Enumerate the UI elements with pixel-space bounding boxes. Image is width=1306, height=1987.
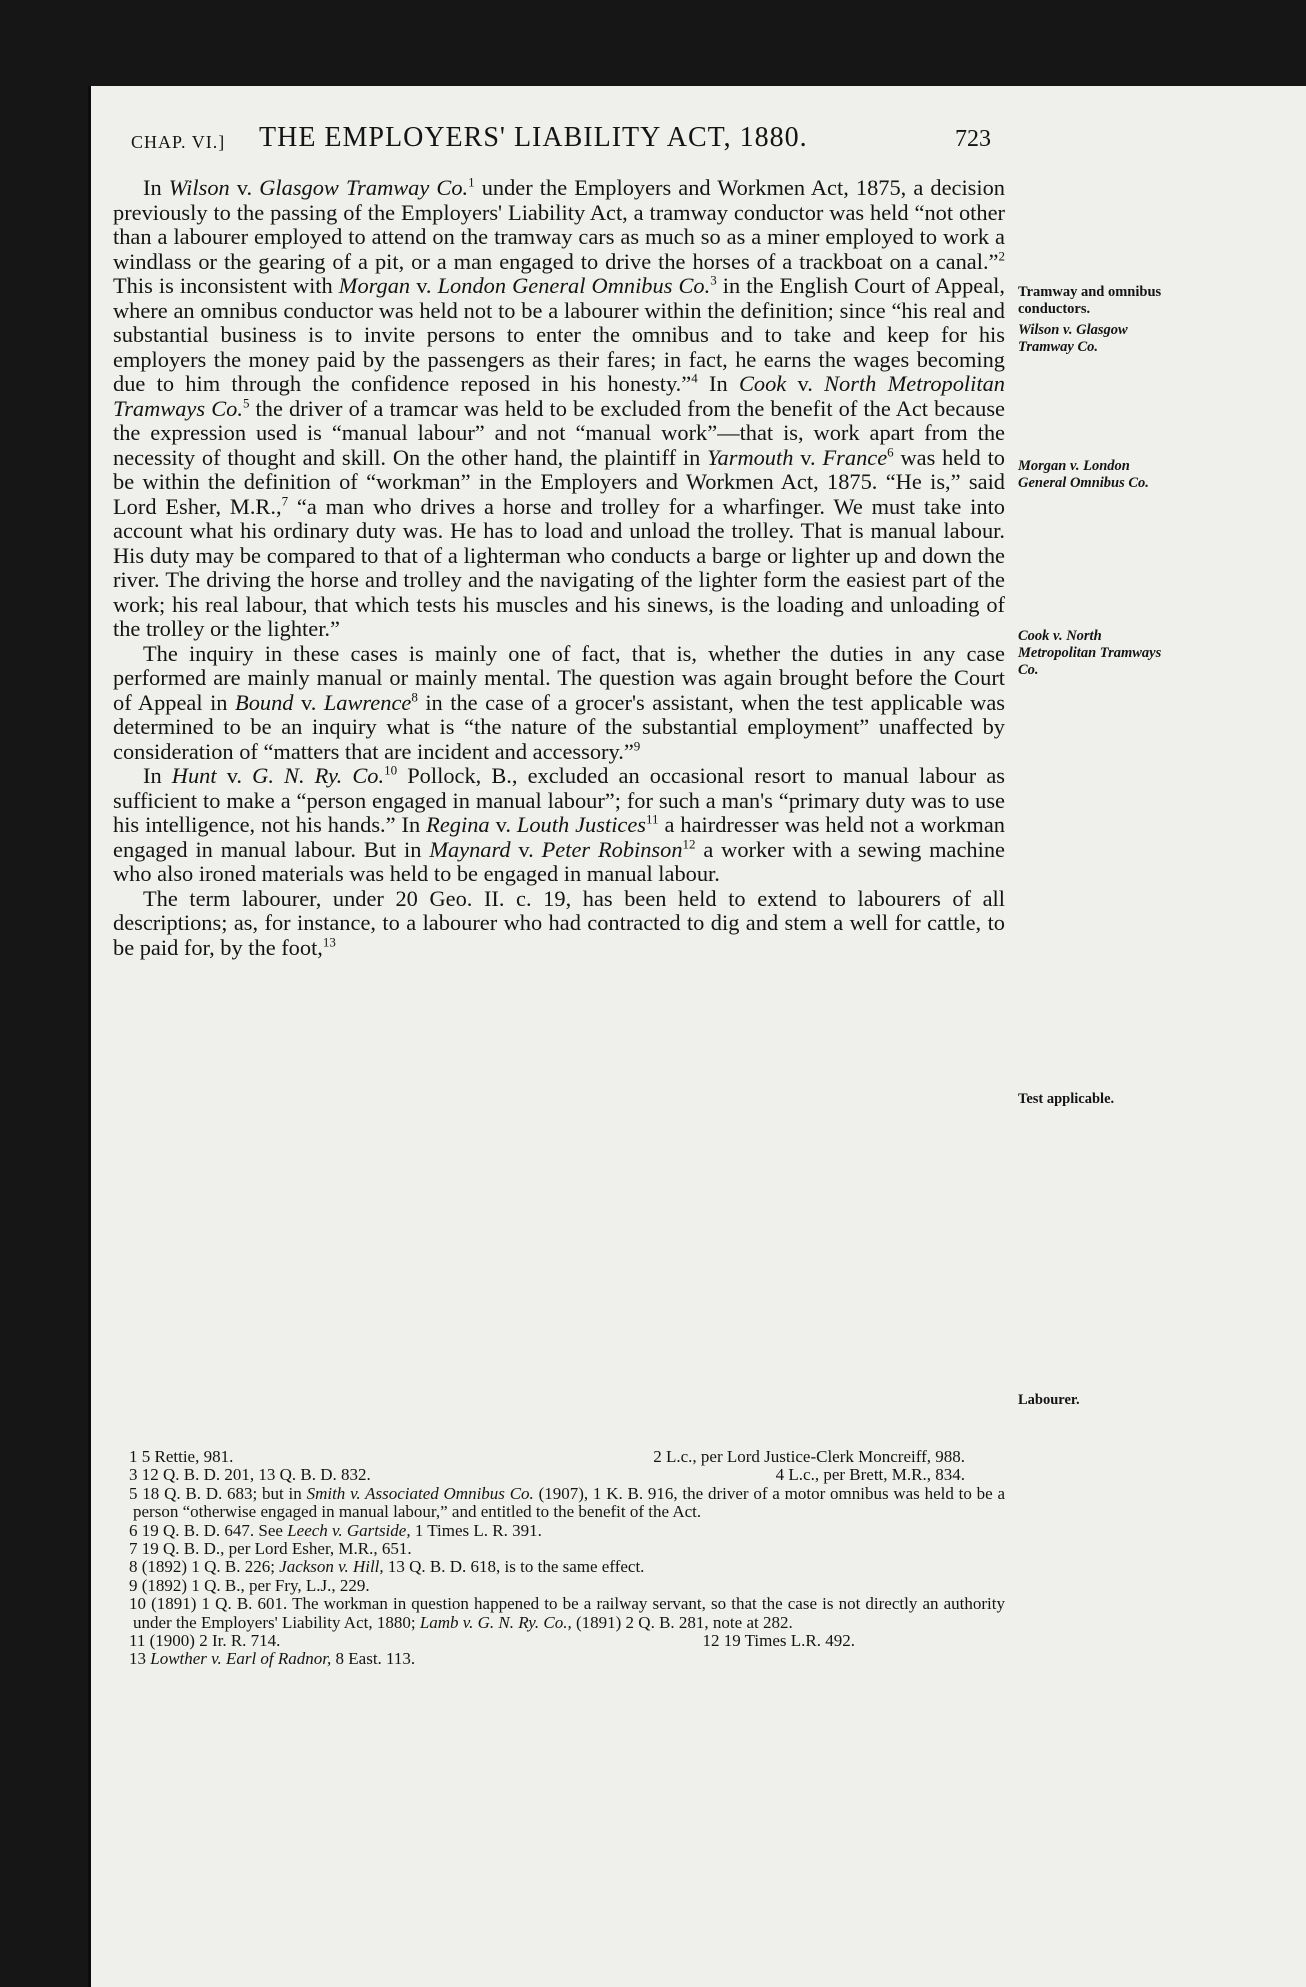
footnote-ref: 10 [384,762,398,778]
footnote: 1 5 Rettie, 981. [129,1447,234,1466]
footnote: 3 12 Q. B. D. 201, 13 Q. B. D. 832. [129,1465,371,1485]
footnote-ref: 9 [633,738,641,754]
footnote-ref: 2 [998,248,1005,264]
footnote: 12 19 Times L.R. 492. [702,1631,855,1651]
footnote-ref: 7 [281,493,289,509]
footnote-ref: 5 [242,395,250,411]
main-text [113,176,1005,960]
sidenote-labourer: Labourer. [1018,1392,1080,1408]
footnote-ref: 8 [411,689,418,705]
footnote-ref: 4 [691,370,698,386]
paragraph: In Hunt v. G. N. Ry. Co.$^{10}$ Pollock, B., excluded an occasional resort to manual labour as sufficient to make a “person engaged in manual labour”; for such a man's “primary duty was to use his intelligence, not his hands.” In Regina v. Louth Justices$^{11}$ a hairdresser was held not a workman engaged in manual labour. But in Maynard v. Peter Robinson$^{12}$ a worker with a sewing machine who also ironed materials was held to be engaged in manual labour. [113,762,1006,886]
sidenote-test: Test applicable. [1018,1091,1115,1107]
footnote-ref: 3 [710,272,717,288]
footnote: 5 18 Q. B. D. 683; but in Smith v. Associated Omnibus Co. (1907), 1 K. B. 916, the driver of a motor omnibus was held to be a person “otherwise engaged in manual labour,” and entitled to the benefit of the Act. [129,1483,1005,1522]
chapter-label: CHAP. VI.] [131,132,226,152]
paragraph: The term labourer, under 20 Geo. II. c. 19, has been held to extend to labourers of all descriptions; as, for instance, to a labourer who had contracted to dig and stem a well for cattle, to be paid for, by the foot,$^{13}$ [113,885,1005,960]
footnote-ref: 12 [682,836,696,852]
paragraph: In Wilson v. Glasgow Tramway Co.$^1$ under the Employers and Workmen Act, 1875, a decision previously to the passing of the Employers' Liability Act, a tramway conductor was held “not other than a labourer employed to attend on the tramway cars as much so as a miner employed to work a windlass or the gearing of a pit, or a man engaged to drive the horses of a trackboat on a canal.”$^2$ This is inconsistent with Morgan v. London General Omnibus Co.$^3$ in the English Court of Appeal, where an omnibus conductor was held not to be a labourer within the definition; since “his real and substantial business is to invite persons to enter the omnibus and to take and keep for his employers the money paid by the passengers as their fares; in fact, he earns the wages becoming due to him through the confidence reposed in his honesty.”$^4$ In Cook v. North Metropolitan Tramways Co.$^5$ the driver of a tramcar was held to be excluded from the benefit of the Act because the expression used is “manual labour” and not “manual work”—that is, work apart from the necessity of thought and skill. On the other hand, the plaintiff in Yarmouth v. France$^6$ was held to be within the definition of “workman” in the Employers and Workmen Act, 1875. “He is,” said Lord Esher, M.R.,$^7$ “a man who drives a horse and trolley for a wharfinger. We must take into account what his ordinary duty was. He has to load and unload the trolley. That is manual labour. His duty may be compared to that of a lighterman who conducts a barge or lighter up and down the river. The driving the horse and trolley and the navigating of the lighter form the easiest part of the work; his real labour, that which tests his muscles and his sinews, is the loading and unloading of the trolley or the lighter.” [113,174,1006,641]
footnote: 8 (1892) 1 Q. B. 226; Jackson v. Hill, 13 Q. B. D. 618, is to the same effect. [129,1557,645,1577]
footnote: 7 19 Q. B. D., per Lord Esher, M.R., 651. [129,1539,412,1559]
page-number: 723 [955,126,991,152]
footnote: 9 (1892) 1 Q. B., per Fry, L.J., 229. [129,1575,370,1595]
sidenote-morgan: Morgan v. London General Omnibus Co. [1018,458,1149,491]
footnote-ref: 11 [646,811,659,827]
footnote-ref: 6 [887,444,894,460]
sidenote-tramway: Tramway and omnibus conductors. Wilson v. Glasgow Tramway Co. [1018,284,1162,355]
page-title: THE EMPLOYERS' LIABILITY ACT, 1880. [259,122,808,153]
running-header [131,122,991,162]
footnote: 2 L.c., per Lord Justice-Clerk Moncreiff, 988. [653,1447,965,1466]
sidenote-cook: Cook v. North Metropolitan Tramways Co. [1018,628,1162,678]
footnote: 13 Lowther v. Earl of Radnor, 8 East. 113. [129,1649,416,1669]
footnotes [113,1448,1005,1669]
footnote: 6 19 Q. B. D. 647. See Leech v. Gartside, 1 Times L. R. 391. [129,1520,542,1540]
footnote: 10 (1891) 1 Q. B. 601. The workman in question happened to be a railway servant, so that the case is not directly an authority under the Employers' Liability Act, 1880; Lamb v. G. N. Ry. Co., (1891) 2 Q. B. 281, note at 282. [129,1594,1005,1632]
footnote-ref: 1 [468,174,475,190]
footnote: 4 L.c., per Brett, M.R., 834. [775,1465,965,1485]
paragraph: The inquiry in these cases is mainly one of fact, that is, whether the duties in any case performed are mainly manual or mainly mental. The question was again brought before the Court of Appeal in Bound v. Lawrence$^8$ in the case of a grocer's assistant, when the test applicable was determined to be an inquiry what is “the nature of the substantial employment” unaffected by consideration of “matters that are incident and accessory.”$^9$ [113,640,1005,764]
footnote: 11 (1900) 2 Ir. R. 714. [129,1631,281,1651]
footnote-ref: 13 [322,934,336,950]
